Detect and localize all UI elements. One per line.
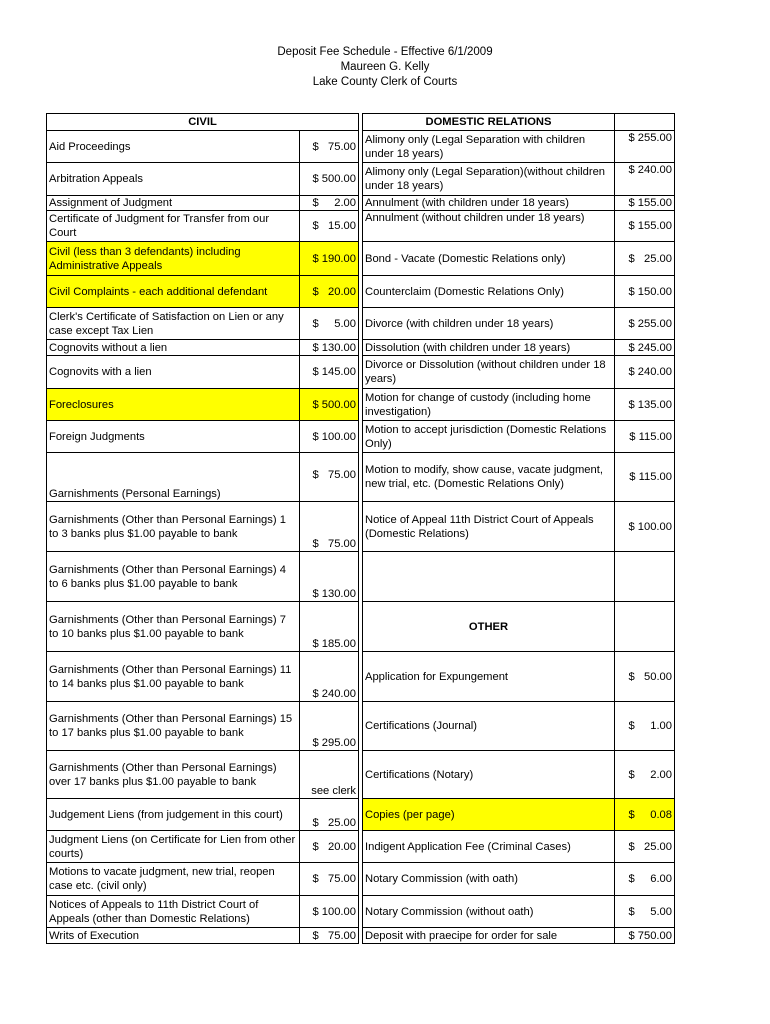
table-row-amount: $ 5.00	[300, 308, 359, 340]
table-row-amount: $ 500.00	[300, 389, 359, 421]
table-row-amount: $ 150.00	[615, 276, 675, 308]
table-row-label: Civil Complaints - each additional defendant	[47, 276, 300, 308]
table-row-label: Annulment (with children under 18 years)	[363, 196, 615, 211]
table-row-amount: $ 100.00	[300, 421, 359, 453]
table-row-label: Foreign Judgments	[47, 421, 300, 453]
table-row-label: Copies (per page)	[363, 799, 615, 831]
table-row-label: Arbitration Appeals	[47, 163, 300, 196]
document-header	[0, 45, 770, 90]
table-row-label: Divorce or Dissolution (without children under 18 years)	[363, 356, 615, 389]
table-row-amount: $ 255.00	[615, 308, 675, 340]
table-row-amount: $ 500.00	[300, 163, 359, 196]
table-row-label: Dissolution (with children under 18 years)	[363, 340, 615, 356]
table-row-label: Divorce (with children under 18 years)	[363, 308, 615, 340]
table-row-label: Clerk's Certificate of Satisfaction on Lien or any case except Tax Lien	[47, 308, 300, 340]
table-row-amount: $ 155.00	[615, 196, 675, 211]
header-title: Deposit Fee Schedule - Effective 6/1/2009	[277, 46, 493, 58]
domestic-other-fee-table	[362, 113, 675, 944]
table-row-label: Bond - Vacate (Domestic Relations only)	[363, 242, 615, 276]
table-row-label: Garnishments (Other than Personal Earnings) 7 to 10 banks plus $1.00 payable to bank	[47, 602, 300, 652]
table-row-label: Assignment of Judgment	[47, 196, 300, 211]
table-row-label: Indigent Application Fee (Criminal Cases)	[363, 831, 615, 863]
table-row-amount: $ 255.00	[615, 131, 675, 163]
table-row-label: Motion to modify, show cause, vacate judgment, new trial, etc. (Domestic Relations Only)	[363, 453, 615, 502]
table-row-label: Certificate of Judgment for Transfer from our Court	[47, 211, 300, 242]
civil-fee-table	[46, 113, 359, 944]
table-row-amount: $ 130.00	[300, 340, 359, 356]
table-row-label: Motions to vacate judgment, new trial, reopen case etc. (civil only)	[47, 863, 300, 896]
table-row-amount: $ 245.00	[615, 340, 675, 356]
table-row-amount: $ 100.00	[615, 502, 675, 552]
table-row-amount: $ 135.00	[615, 389, 675, 421]
table-row-amount: $ 750.00	[615, 928, 675, 944]
table-row-label: Garnishments (Other than Personal Earnings) 15 to 17 banks plus $1.00 payable to bank	[47, 702, 300, 751]
table-row-label: Garnishments (Personal Earnings)	[47, 453, 300, 502]
empty-cell	[615, 114, 675, 131]
table-row-amount: $ 115.00	[615, 421, 675, 453]
table-row-amount: $ 50.00	[615, 652, 675, 702]
header-office: Lake County Clerk of Courts	[312, 76, 458, 88]
empty-cell	[615, 602, 675, 652]
table-row-amount: $ 2.00	[615, 751, 675, 799]
table-row-label: Certifications (Notary)	[363, 751, 615, 799]
table-row-amount: $ 190.00	[300, 242, 359, 276]
table-row-amount: $ 20.00	[300, 831, 359, 863]
table-row-amount: $ 115.00	[615, 453, 675, 502]
header-clerk-name: Maureen G. Kelly	[340, 61, 430, 73]
table-row-label: Judgement Liens (from judgement in this court)	[47, 799, 300, 831]
table-row-label: Cognovits with a lien	[47, 356, 300, 389]
table-row-amount: $ 100.00	[300, 896, 359, 928]
table-row-amount: $ 75.00	[300, 131, 359, 163]
table-row-amount: $ 20.00	[300, 276, 359, 308]
table-row-amount: $ 185.00	[300, 602, 359, 652]
table-row-label: Judgment Liens (on Certificate for Lien from other courts)	[47, 831, 300, 863]
table-row-amount: $ 0.08	[615, 799, 675, 831]
table-row-amount: $ 240.00	[300, 652, 359, 702]
table-row-amount: $ 240.00	[615, 163, 675, 196]
table-row-label: Civil (less than 3 defendants) including Administrative Appeals	[47, 242, 300, 276]
table-row-label: Notices of Appeals to 11th District Court of Appeals (other than Domestic Relations)	[47, 896, 300, 928]
empty-cell	[363, 552, 615, 602]
table-row-label: Annulment (without children under 18 years)	[363, 211, 615, 242]
table-row-label: Aid Proceedings	[47, 131, 300, 163]
table-row-amount: $ 75.00	[300, 502, 359, 552]
table-row-label: Application for Expungement	[363, 652, 615, 702]
table-row-label: Alimony only (Legal Separation with children under 18 years)	[363, 131, 615, 163]
table-row-label: Deposit with praecipe for order for sale	[363, 928, 615, 944]
table-row-amount: see clerk	[300, 751, 359, 799]
other-heading: OTHER	[363, 602, 615, 652]
table-row-label: Cognovits without a lien	[47, 340, 300, 356]
table-row-amount: $ 6.00	[615, 863, 675, 896]
table-row-amount: $ 15.00	[300, 211, 359, 242]
table-row-amount: $ 2.00	[300, 196, 359, 211]
empty-cell	[615, 552, 675, 602]
table-row-amount: $ 75.00	[300, 863, 359, 896]
table-row-amount: $ 5.00	[615, 896, 675, 928]
table-row-amount: $ 145.00	[300, 356, 359, 389]
table-row-amount: $ 25.00	[615, 242, 675, 276]
table-row-label: Writs of Execution	[47, 928, 300, 944]
table-row-amount: $ 295.00	[300, 702, 359, 751]
table-row-amount: $ 1.00	[615, 702, 675, 751]
table-row-label: Foreclosures	[47, 389, 300, 421]
table-row-amount: $ 25.00	[300, 799, 359, 831]
table-row-label: Garnishments (Other than Personal Earnings) over 17 banks plus $1.00 payable to bank	[47, 751, 300, 799]
civil-heading: CIVIL	[47, 114, 359, 131]
table-row-label: Garnishments (Other than Personal Earnings) 1 to 3 banks plus $1.00 payable to bank	[47, 502, 300, 552]
table-row-amount: $ 75.00	[300, 928, 359, 944]
table-row-label: Certifications (Journal)	[363, 702, 615, 751]
domestic-heading: DOMESTIC RELATIONS	[363, 114, 615, 131]
table-row-amount: $ 75.00	[300, 453, 359, 502]
table-row-label: Garnishments (Other than Personal Earnings) 11 to 14 banks plus $1.00 payable to bank	[47, 652, 300, 702]
table-row-amount: $ 25.00	[615, 831, 675, 863]
table-row-label: Notary Commission (with oath)	[363, 863, 615, 896]
table-row-amount: $ 240.00	[615, 356, 675, 389]
table-row-amount: $ 130.00	[300, 552, 359, 602]
table-row-label: Counterclaim (Domestic Relations Only)	[363, 276, 615, 308]
table-row-label: Notary Commission (without oath)	[363, 896, 615, 928]
table-row-label: Garnishments (Other than Personal Earnings) 4 to 6 banks plus $1.00 payable to bank	[47, 552, 300, 602]
table-row-label: Alimony only (Legal Separation)(without children under 18 years)	[363, 163, 615, 196]
table-row-label: Motion for change of custody (including home investigation)	[363, 389, 615, 421]
table-row-label: Notice of Appeal 11th District Court of Appeals (Domestic Relations)	[363, 502, 615, 552]
table-row-amount: $ 155.00	[615, 211, 675, 242]
table-row-label: Motion to accept jurisdiction (Domestic Relations Only)	[363, 421, 615, 453]
